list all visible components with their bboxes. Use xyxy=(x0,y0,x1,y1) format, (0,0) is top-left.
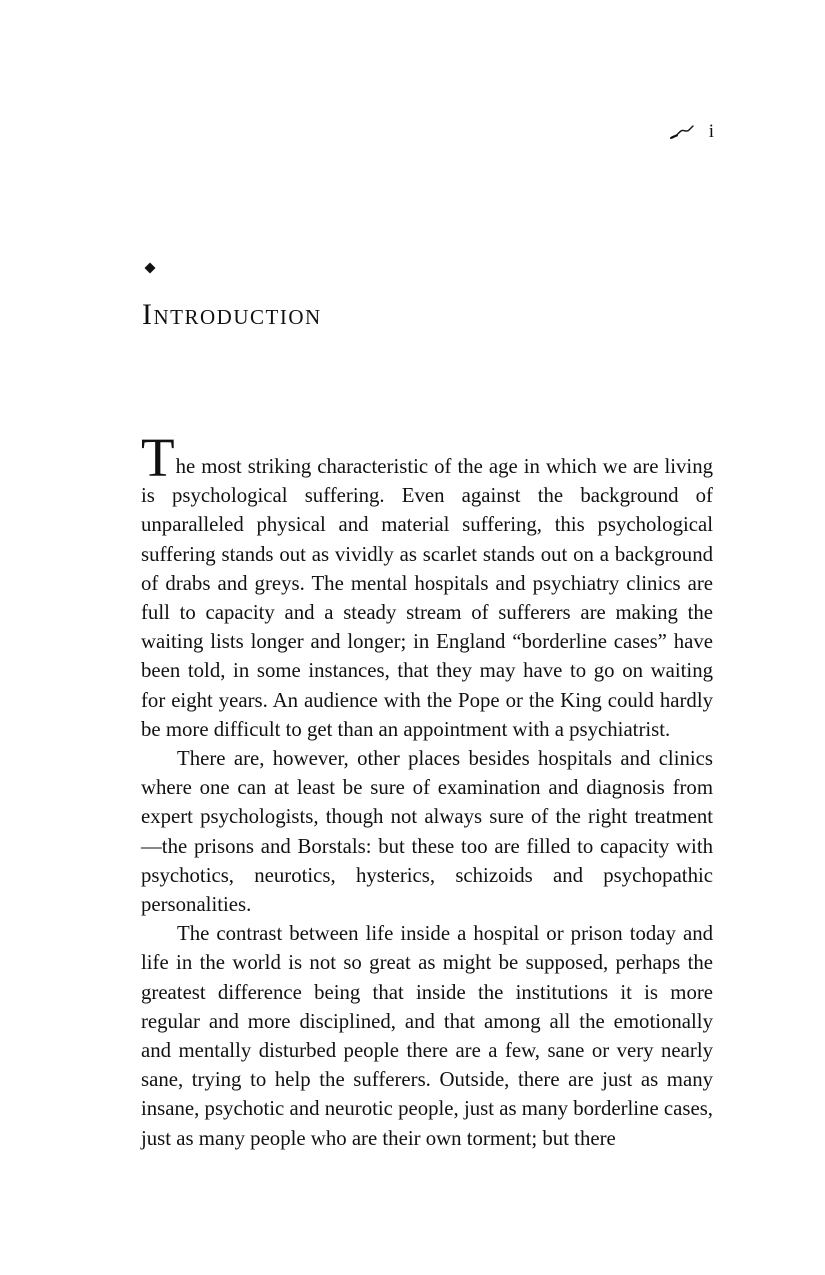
paragraph-1 xyxy=(141,427,713,744)
drop-cap: T xyxy=(141,427,175,488)
paragraph-2: There are, however, other places besides hospitals and clinics where one can at least be sure of examination and diagnosis from expert psychologists, though not always sure of the right treatment—the prisons and Borstals: but these too are filled to capacity with psychotics, neurotics, hysterics, schizoids and psychopathic personalities. xyxy=(141,747,713,917)
page-number: i xyxy=(708,121,714,142)
chapter-title: Introduction xyxy=(142,298,322,331)
body-text xyxy=(141,427,713,1153)
swash-icon xyxy=(669,124,695,140)
running-head xyxy=(669,122,714,141)
paragraph-3: The contrast between life inside a hospital or prison today and life in the world is not so great as might be supposed, perhaps the greatest difference being that inside the institutions it is more regular and more disciplined, and that among all the emotionally and mentally disturbed people there are a few, sane or very nearly sane, trying to help the sufferers. Outside, there are just as many insane, psychotic and neurotic people, just as many borderline cases, just as many people who are their own torment; but there xyxy=(141,922,713,1150)
diamond-icon xyxy=(144,262,156,274)
paragraph-1-text: he most striking characteristic of the age in which we are living is psychological suffering. Even against the background of unparalleled physical and material suffering, this psychological suffering stands out as vividly as scarlet stands out on a background of drabs and greys. The mental hospitals and psychiatry clinics are full to capacity and a steady stream of sufferers are making the waiting lists longer and longer; in England “borderline cases” have been told, in some instances, that they may have to go on waiting for eight years. An audience with the Pope or the King could hardly be more difficult to get than an appointment with a psychiatrist. xyxy=(141,455,713,741)
